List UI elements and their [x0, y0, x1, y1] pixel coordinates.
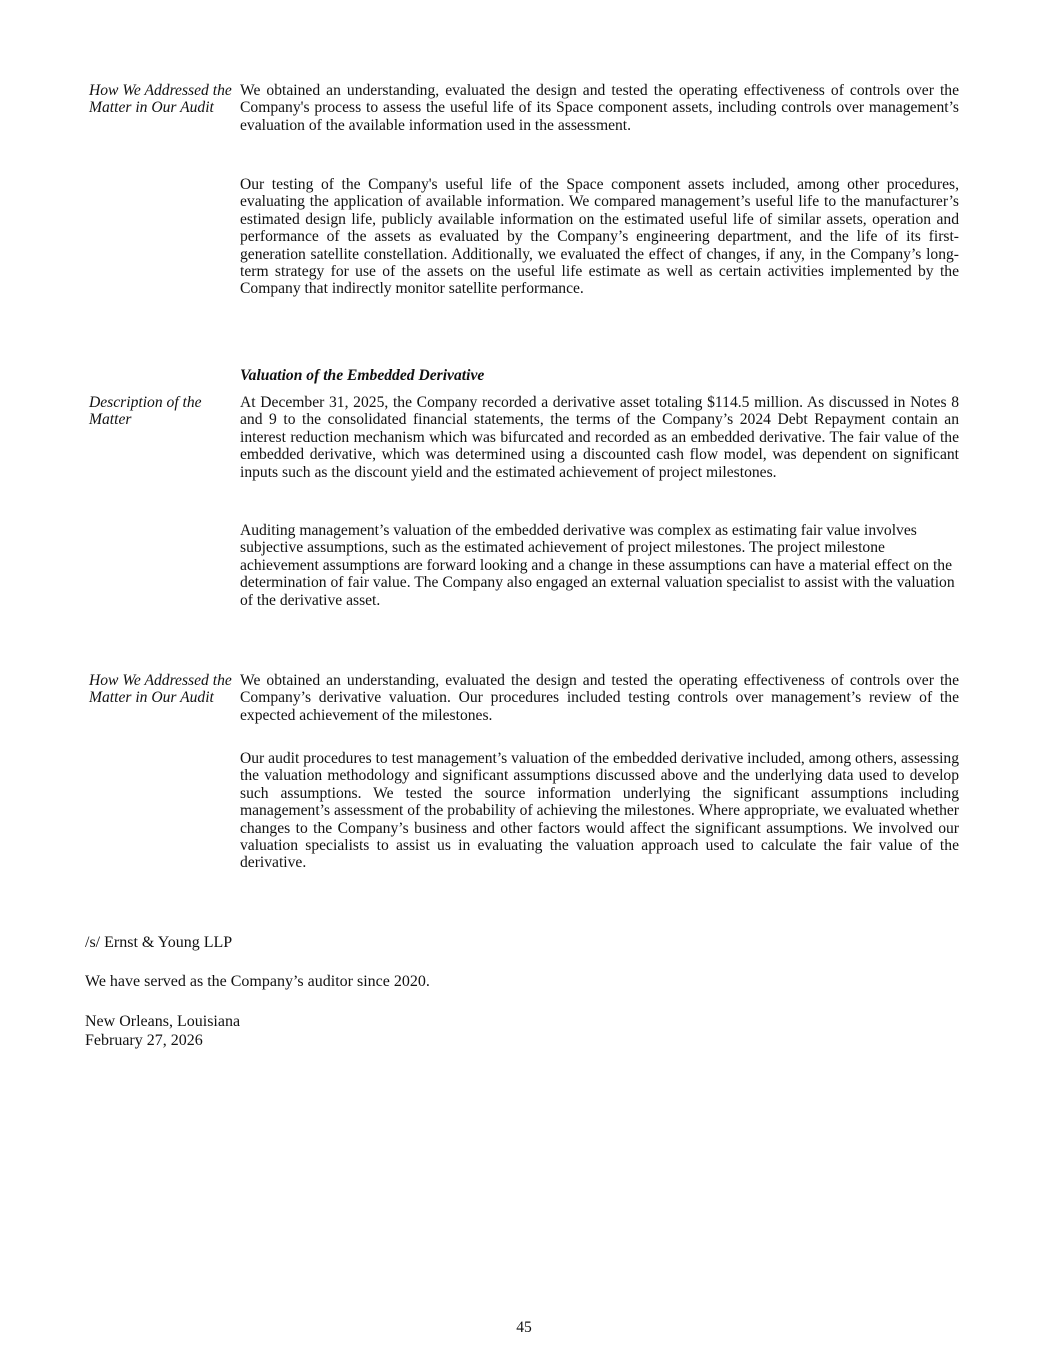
auditor-signature: /s/ Ernst & Young LLP — [85, 934, 233, 951]
report-date: February 27, 2026 — [85, 1032, 203, 1049]
audit-response-paragraph-4: Our audit procedures to test management’s valuation of the embedded derivative included, among others, assessing the valuation methodology and significant assumptions discussed above and the underlying data used to develop such assumptions. We tested the source information underlying the significant assumptions including management’s assessment of the probability of achieving the milestones. Where appropriate, we evaluated whether changes to the Company’s business and other factors would affect the significant assumptions. We involved our valuation specialists to assist us in evaluating the valuation approach used to calculate the fair value of the derivative. — [240, 750, 959, 872]
audit-response-paragraph-3: We obtained an understanding, evaluated the design and tested the operating effectiveness of controls over the Company’s derivative valuation. Our procedures included testing controls over management’s review of the expected achievement of the milestones. — [240, 672, 959, 724]
section-label-how-addressed-1: How We Addressed the Matter in Our Audit — [89, 82, 232, 117]
auditor-tenure: We have served as the Company’s auditor since 2020. — [85, 973, 430, 990]
critical-matter-heading: Valuation of the Embedded Derivative — [240, 367, 485, 384]
audit-response-paragraph-2: Our testing of the Company's useful life of the Space component assets included, among other procedures, evaluating the application of available information. We compared management’s useful life to the manufacturer’s estimated design life, publicly available information on the estimated useful life of similar assets, operation and performance of the assets as evaluated by the Company’s engineering department, and the life of its first-generation satellite constellation. Additionally, we evaluated the effect of changes, if any, in the Company’s long-term strategy for use of the assets on the useful life estimate as well as certain activities implemented by the Company that indirectly monitor satellite performance. — [240, 176, 959, 298]
audit-response-paragraph-1: We obtained an understanding, evaluated the design and tested the operating effectiveness of controls over the Company's process to assess the useful life of its Space component assets, including controls over management’s evaluation of the available information used in the assessment. — [240, 82, 959, 134]
page-number: 45 — [516, 1319, 532, 1336]
matter-description-paragraph-2: Auditing management’s valuation of the embedded derivative was complex as estimating fair value involves subjective assumptions, such as the estimated achievement of project milestones. The project milestone achievement assumptions are forward looking and a change in these assumptions can have a material effect on the determination of fair value. The Company also engaged an external valuation specialist to assist with the valuation of the derivative asset. — [240, 522, 955, 609]
section-label-how-addressed-2: How We Addressed the Matter in Our Audit — [89, 672, 232, 707]
section-label-description: Description of the Matter — [89, 394, 202, 429]
matter-description-paragraph-1: At December 31, 2025, the Company recorded a derivative asset totaling $114.5 million. As discussed in Notes 8 and 9 to the consolidated financial statements, the terms of the Company’s 2024 Debt Repayment contain an interest reduction mechanism which was bifurcated and recorded as an embedded derivative. The fair value of the embedded derivative, which was determined using a discounted cash flow model, was dependent on significant inputs such as the discount yield and the estimated achievement of project milestones. — [240, 394, 959, 481]
report-location: New Orleans, Louisiana — [85, 1013, 241, 1030]
